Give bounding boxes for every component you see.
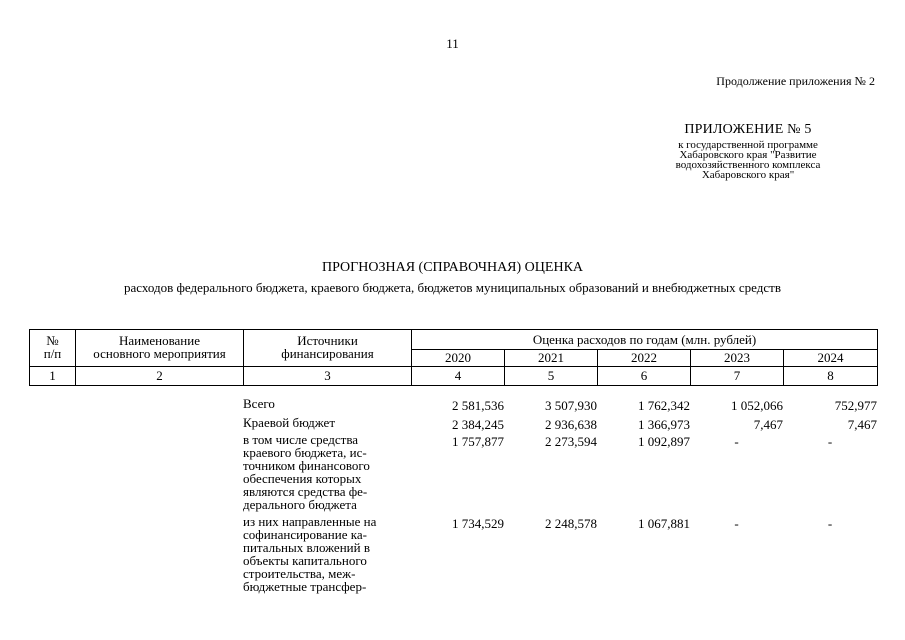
column-number: 7 bbox=[691, 367, 784, 386]
source-line: точником финансового bbox=[243, 458, 370, 473]
value-2021: 2 248,578 bbox=[545, 516, 597, 531]
table-row bbox=[29, 416, 877, 433]
row-activity-cell bbox=[75, 433, 243, 515]
header-estimate: Оценка расходов по годам (млн. рублей) bbox=[412, 330, 878, 350]
row-number-cell bbox=[29, 433, 75, 515]
appendix-line: Хабаровского края "Развитие bbox=[679, 149, 817, 161]
source-line: в том числе средства bbox=[243, 432, 359, 447]
header-year-2020: 2020 bbox=[412, 350, 505, 367]
source-line: обеспечения которых bbox=[243, 471, 362, 486]
appendix-line: к государственной программе bbox=[678, 139, 818, 151]
source-line: Всего bbox=[243, 396, 275, 411]
source-line: объекты капитального bbox=[243, 553, 367, 568]
header-year-2021: 2021 bbox=[505, 350, 598, 367]
value-2022: 1 366,973 bbox=[638, 417, 690, 432]
value-2024: 752,977 bbox=[834, 398, 877, 413]
column-number: 2 bbox=[76, 367, 244, 386]
appendix-block bbox=[648, 122, 848, 180]
value-2021: 2 936,638 bbox=[545, 417, 597, 432]
header-number-line: п/п bbox=[43, 346, 62, 361]
header-funding-source bbox=[244, 330, 412, 367]
row-number-cell bbox=[29, 416, 75, 433]
column-number: 8 bbox=[784, 367, 878, 386]
header-number-line: № bbox=[46, 333, 59, 348]
appendix-description bbox=[648, 140, 848, 180]
row-source-cell bbox=[243, 515, 411, 597]
column-number: 6 bbox=[598, 367, 691, 386]
source-line: софинансирование ка- bbox=[243, 527, 367, 542]
column-number: 3 bbox=[244, 367, 412, 386]
appendix-title: ПРИЛОЖЕНИЕ № 5 bbox=[684, 122, 812, 137]
header-number bbox=[30, 330, 76, 367]
value-2020: 2 581,536 bbox=[452, 398, 504, 413]
appendix-line: Хабаровского края" bbox=[701, 169, 795, 181]
header-activity-line: Наименование bbox=[119, 333, 200, 348]
column-number: 4 bbox=[412, 367, 505, 386]
value-2022: 1 067,881 bbox=[638, 516, 690, 531]
source-line: краевого бюджета, ис- bbox=[243, 445, 367, 460]
source-line: питальных вложений в bbox=[243, 540, 370, 555]
row-source-cell bbox=[243, 433, 411, 515]
row-source-cell bbox=[243, 395, 411, 416]
row-number-cell bbox=[29, 395, 75, 416]
header-activity-name bbox=[76, 330, 244, 367]
continuation-note: Продолжение приложения № 2 bbox=[716, 74, 875, 88]
table-row bbox=[29, 395, 877, 416]
table-header bbox=[29, 329, 878, 386]
header-source-line: Источники bbox=[297, 333, 358, 348]
value-2024: 7,467 bbox=[847, 417, 877, 432]
table-body bbox=[29, 395, 877, 597]
page-number: 11 bbox=[446, 36, 459, 51]
row-source-cell bbox=[243, 416, 411, 433]
value-2023: 7,467 bbox=[753, 417, 783, 432]
value-2024: - bbox=[827, 516, 833, 531]
value-2022: 1 762,342 bbox=[638, 398, 690, 413]
value-2023: - bbox=[734, 434, 739, 449]
appendix-line: водохозяйственного комплекса bbox=[675, 159, 821, 171]
column-number: 1 bbox=[30, 367, 76, 386]
value-2020: 1 757,877 bbox=[452, 434, 504, 449]
header-year-2022: 2022 bbox=[598, 350, 691, 367]
document-subtitle: расходов федерального бюджета, краевого бюджета, бюджетов муниципальных образований и внебюджетных средств bbox=[124, 280, 781, 295]
source-line: из них направленные на bbox=[243, 514, 377, 529]
source-line: дерального бюджета bbox=[243, 497, 357, 512]
table-row bbox=[29, 433, 877, 515]
row-number-cell bbox=[29, 515, 75, 597]
source-line: Краевой бюджет bbox=[243, 415, 336, 430]
value-2023: - bbox=[734, 516, 739, 531]
header-year-2023: 2023 bbox=[691, 350, 784, 367]
header-activity-line: основного мероприятия bbox=[93, 346, 226, 361]
table-row bbox=[29, 515, 877, 597]
header-source-line: финансирования bbox=[281, 346, 374, 361]
document-title: ПРОГНОЗНАЯ (СПРАВОЧНАЯ) ОЦЕНКА bbox=[321, 260, 584, 275]
header-year-2024: 2024 bbox=[784, 350, 878, 367]
value-2020: 1 734,529 bbox=[452, 516, 504, 531]
value-2023: 1 052,066 bbox=[731, 398, 783, 413]
row-activity-cell bbox=[75, 395, 243, 416]
row-activity-cell bbox=[75, 416, 243, 433]
row-activity-cell bbox=[75, 515, 243, 597]
source-line: бюджетные трансфер- bbox=[243, 579, 367, 594]
value-2021: 3 507,930 bbox=[545, 398, 597, 413]
value-2020: 2 384,245 bbox=[452, 417, 504, 432]
source-line: являются средства фе- bbox=[243, 484, 368, 499]
source-line: строительства, меж- bbox=[243, 566, 356, 581]
value-2022: 1 092,897 bbox=[638, 434, 690, 449]
value-2021: 2 273,594 bbox=[545, 434, 597, 449]
value-2024: - bbox=[827, 434, 833, 449]
column-number: 5 bbox=[505, 367, 598, 386]
